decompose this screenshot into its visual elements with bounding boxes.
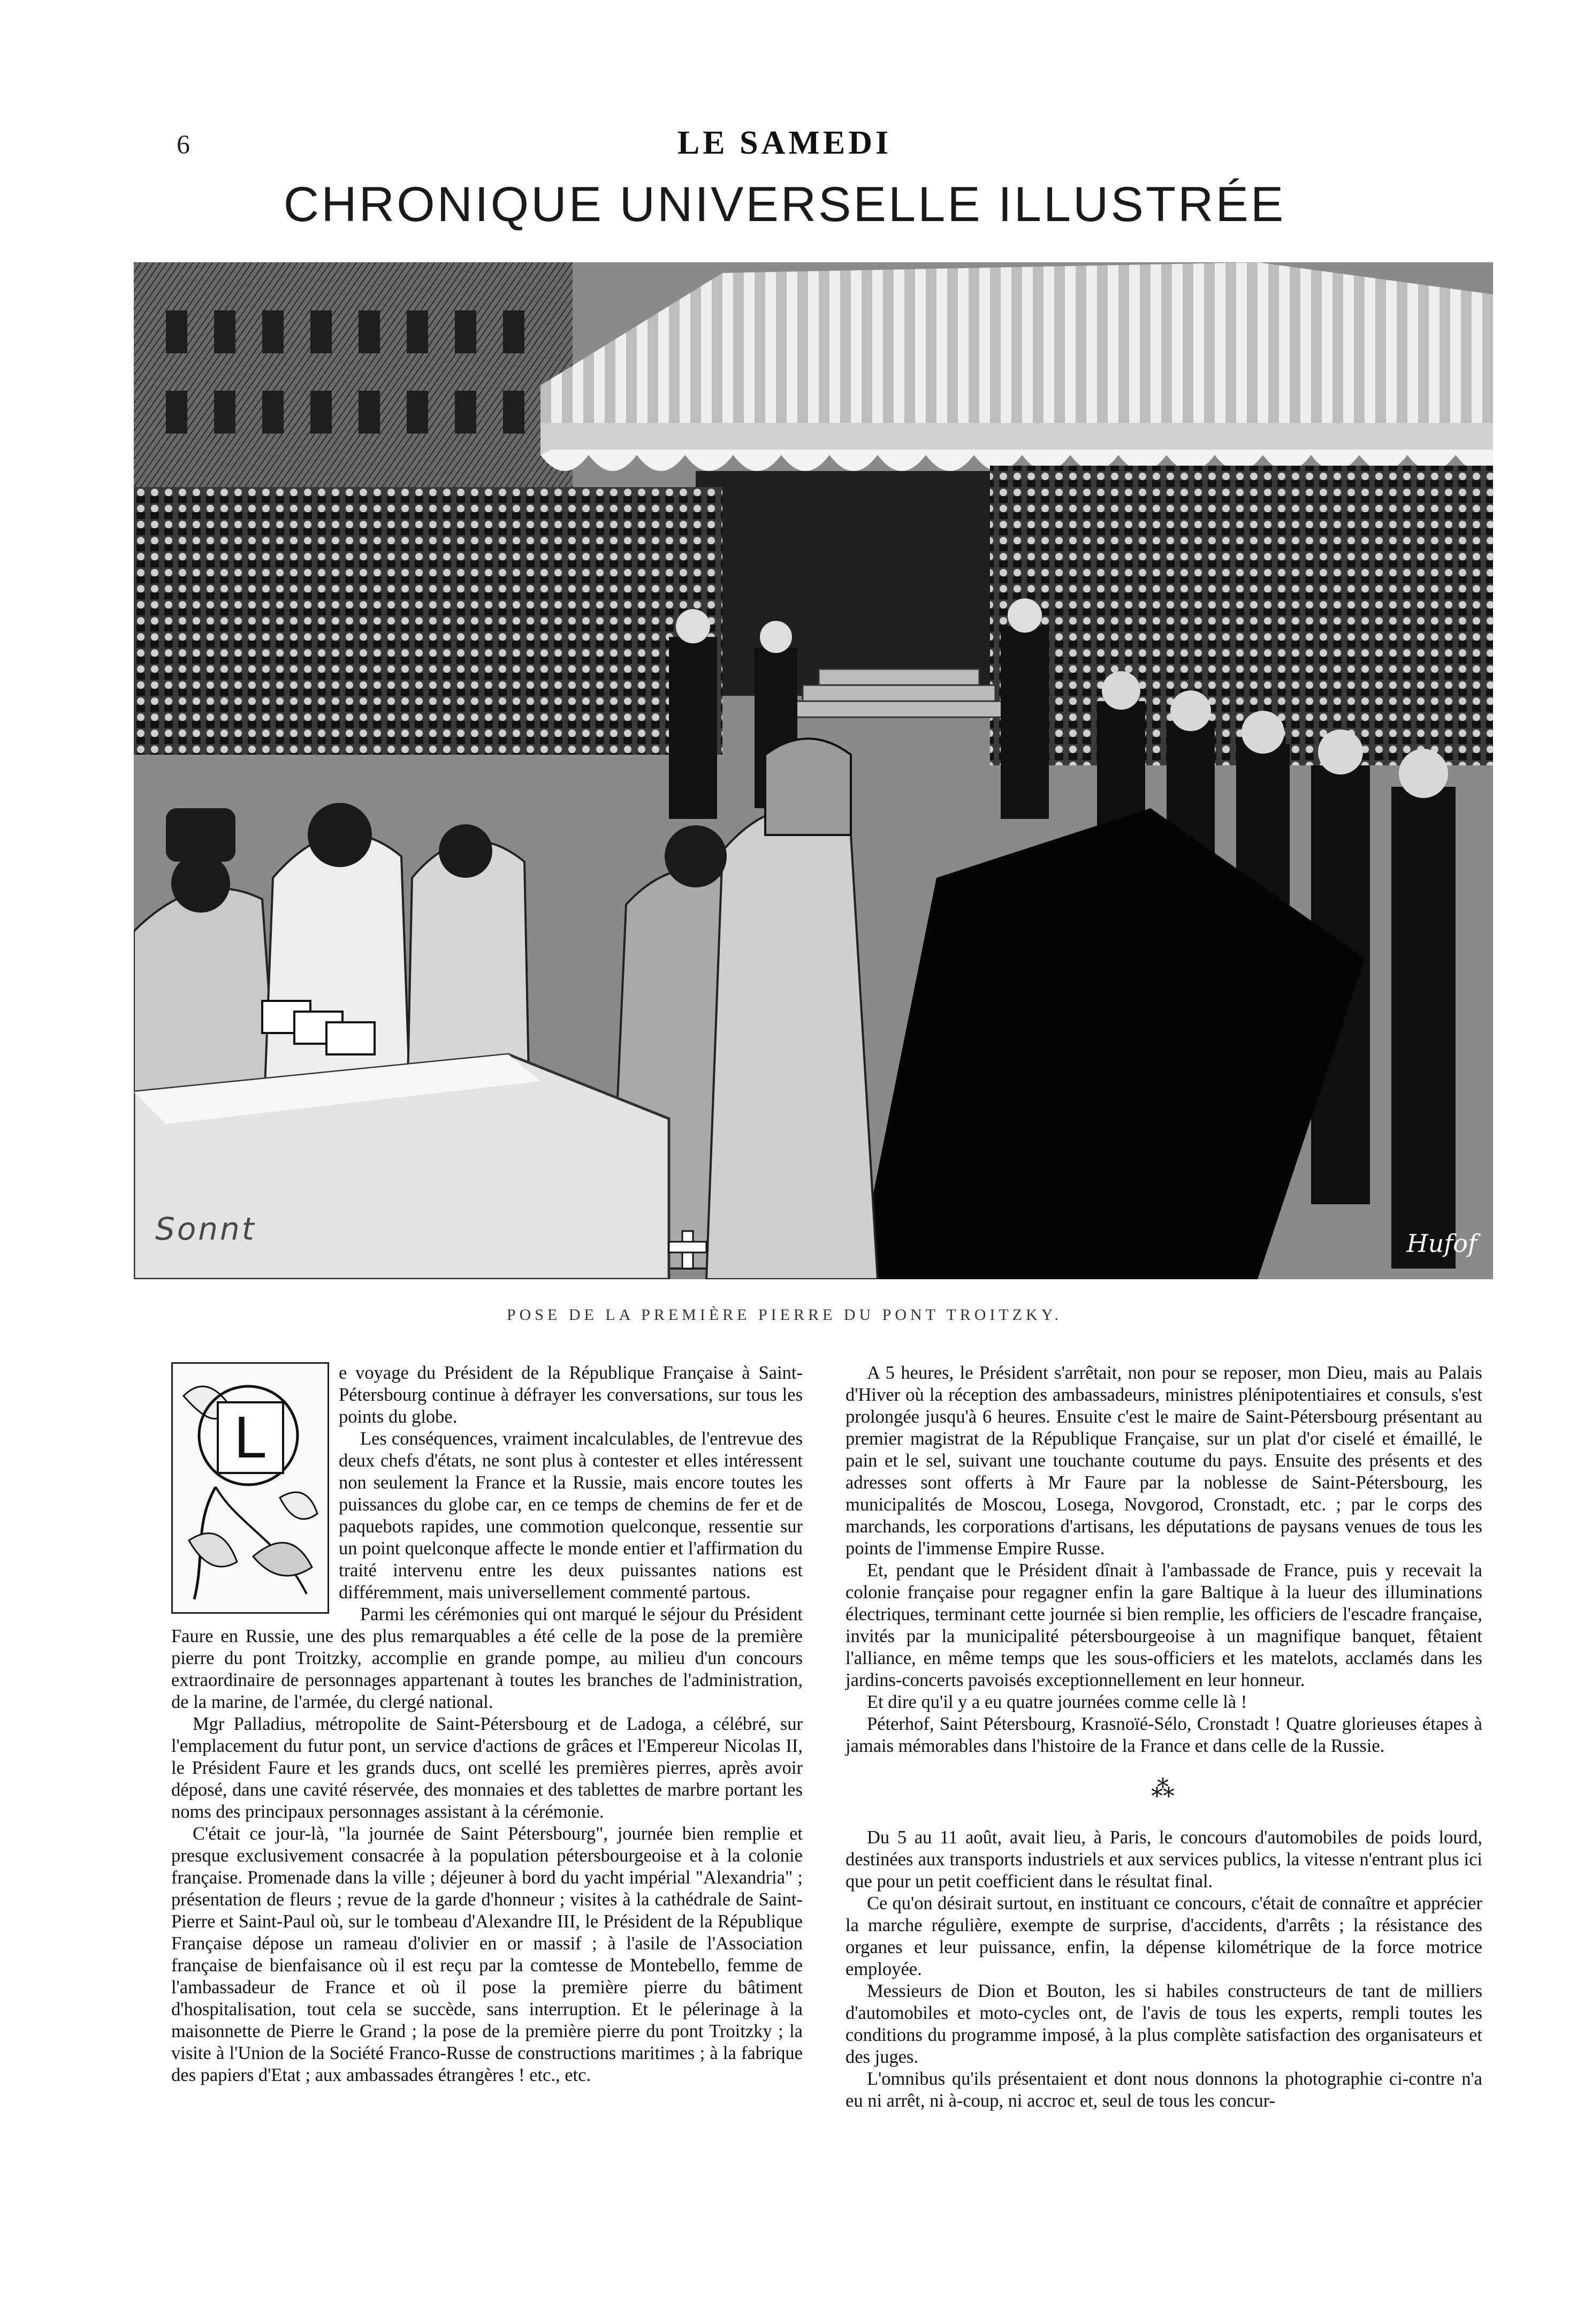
artist-signature: Hufof — [1406, 1229, 1477, 1258]
illustration-caption: POSE DE LA PREMIÈRE PIERRE DU PONT TROITZKY. — [506, 1306, 1063, 1324]
left-paragraph-2: Les conséquences, vraiment incalculables, de l'entrevue des deux chefs d'états, ne sont plus à contester et elles intéressent non seulement la France et la Russie, mais encore toutes les puissances du globe car, en ce temps de chemins de fer et de paquebots rapides, une commotion quelconque, ressentie sur un point quelconque affecte le monde entier et l'affirmation du traité intervenu entre les deux puissantes nations est différemment, mais universellement commenté partous. — [339, 1429, 803, 1603]
masthead-subtitle: CHRONIQUE UNIVERSELLE ILLUSTRÉE — [283, 177, 1286, 232]
article-column-right — [846, 1362, 1482, 2112]
dropcap-letter: L — [217, 1401, 284, 1474]
article-column-left — [171, 1362, 803, 2086]
left-paragraph-3: Parmi les cérémonies qui ont marqué le séjour du Président Faure en Russie, une des plus remarquables a été celle de la pose de la première pierre du pont Troitzky, accomplie en grande pompe, au milieu d'un concours extraordinaire de personnages appartenant à toutes les branches de l'administration, de la marine, de l'armée, du clergé national. — [171, 1604, 803, 1712]
engraving-drawing — [134, 262, 1493, 1279]
ornamental-dropcap — [171, 1362, 329, 1614]
stone-inscription: Sonnt — [155, 1211, 256, 1247]
right-paragraph-6: Ce qu'on désirait surtout, en instituant ce concours, c'était de connaître et apprécier la marche régulière, exempte de surprise, d'accidents, d'arrêts ; la résistance des organes et leur puissance, enfin, la dépense kilométrique de la force motrice employée. — [846, 1893, 1482, 1979]
right-paragraph-5: Du 5 au 11 août, avait lieu, à Paris, le concours d'automobiles de poids lourd, destinées aux transports industriels et aux services publics, la vitesse n'entrant plus ici que pour un petit coefficient dans le résultat final. — [846, 1827, 1482, 1892]
left-paragraph-5: C'était ce jour-là, "la journée de Saint Pétersbourg", journée bien remplie et presque exclusivement consacrée à la population pétersbourgeoise et à la colonie française. Promenade dans la ville ; déjeuner à bord du yacht impérial "Alexandria" ; présentation de fleurs ; revue de la garde d'honneur ; visites à la cathédrale de Saint-Pierre et Saint-Paul où, sur le tombeau d'Alexandre III, le Président de la République Française dépose un rameau d'olivier en or massif ; à l'asile de l'Association française de bienfaisance où il est reçu par la comtesse de Montebello, femme de l'ambassadeur de France et où il pose la première pierre du bâtiment d'hospitalisation, tout cela se succède, sans interruption. Et le pélerinage à la maisonnette de Pierre le Grand ; la pose de la première pierre du pont Troitzky ; la visite à l'Union de la Société Franco-Russe de constructions maritimes ; à la fabrique des papiers d'Etat ; aux ambassades étrangères ! etc., etc. — [171, 1824, 803, 2085]
right-paragraph-2: Et, pendant que le Président dînait à l'ambassade de France, puis y recevait la colonie française pour regagner enfin la gare Baltique à la lueur des illuminations électriques, terminant cette journée si bien remplie, les officiers de l'escadre française, invités par la municipalité pétersbourgeoise à un magnifique banquet, fêtaient l'alliance, en même temps que les sous-officiers et les matelots, acclamés dans les jardins-concerts pavoisés exceptionnellement en leur honneur. — [846, 1560, 1482, 1690]
right-paragraph-1: A 5 heures, le Président s'arrêtait, non pour se reposer, mon Dieu, mais au Palais d'Hiver où la réception des ambassadeurs, ministres plénipotentiaires et consuls, s'est prolongée jusqu'à 6 heures. Ensuite c'est le maire de Saint-Pétersbourg présentant au premier magistrat de la République Française, sur un plat d'or ciselé et émaillé, le pain et le sel, suivant une touchante coutume du pays. Ensuite des présents et des adresses sont offerts à Mr Faure par la noblesse de Saint-Pétersbourg, les municipalités de Moscou, Losega, Novgorod, Cronstadt, etc. ; par le corps des marchands, les corporations d'artisans, les députations de paysans venues de tous les points de l'immense Empire Russe. — [846, 1363, 1482, 1559]
right-paragraph-4: Péterhof, Saint Pétersbourg, Krasnoïé-Sélo, Cronstadt ! Quatre glorieuses étapes à jamais mémorables dans l'histoire de la France et dans celle de la Russie. — [846, 1714, 1482, 1756]
page-number: 6 — [177, 129, 190, 159]
section-asterism: ⁂ — [1151, 1776, 1177, 1802]
masthead-title: LE SAMEDI — [677, 125, 892, 161]
left-paragraph-1: e voyage du Président de la République Française à Saint-Pétersbourg continue à défrayer les conversations, sur tous les points du globe. — [339, 1363, 803, 1427]
right-paragraph-3: Et dire qu'il y a eu quatre journées comme celle là ! — [867, 1692, 1247, 1712]
right-paragraph-7: Messieurs de Dion et Bouton, les si habiles constructeurs de tant de milliers d'automobiles et moto-cycles ont, de l'avis de tous les experts, rempli toutes les conditions du programme imposé, à la plus complète satisfaction des organisateurs et des juges. — [846, 1981, 1482, 2067]
engraving-illustration — [134, 262, 1493, 1279]
left-paragraph-4: Mgr Palladius, métropolite de Saint-Pétersbourg et de Ladoga, a célébré, sur l'emplacement du futur pont, un service d'actions de grâces et l'Empereur Nicolas II, le Président Faure et les grands ducs, ont scellé les premières pierres, après avoir déposé, dans une cavité réservée, des monnaies et des tablettes de marbre portant les noms des principaux personnages assistant à la cérémonie. — [171, 1714, 803, 1822]
right-paragraph-8: L'omnibus qu'ils présentaient et dont nous donnons la photographie ci-contre n'a eu ni arrêt, ni à-coup, ni accroc et, seul de tous les concur- — [846, 2069, 1482, 2111]
